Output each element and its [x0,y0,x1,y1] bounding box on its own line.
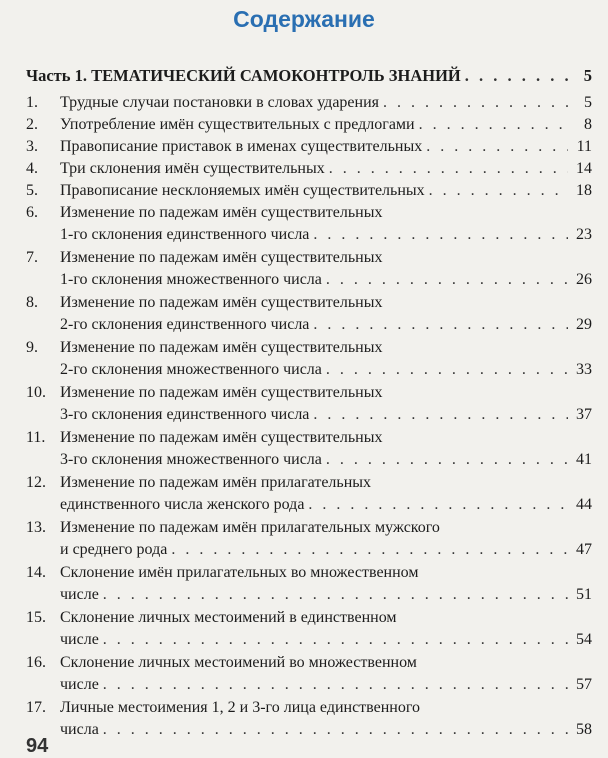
entry-title-line: числе [60,676,99,693]
entry-last-line [60,269,592,291]
entry-title-line: Склонение имён прилагательных во множественном [60,564,419,581]
entry-last-line [60,314,592,336]
entry-page: 37 [576,406,592,423]
toc-entry [26,652,592,696]
dot-leader [313,224,568,246]
entry-number: 11. [26,429,46,446]
entry-page: 58 [576,721,592,738]
entry-title-line: Изменение по падежам имён прилагательных мужского [60,519,440,536]
entry-last-line [60,114,592,136]
toc-entry [26,114,592,136]
entry-number: 6. [26,204,38,221]
entry-title-line: числа [60,721,99,738]
entry-title-line: 3-го склонения единственного числа [60,406,310,423]
entry-title-line: Изменение по падежам имён существительных [60,204,383,221]
toc-entry [26,562,592,606]
entry-page: 54 [576,631,592,648]
page-number: 94 [26,735,49,757]
part-page: 5 [583,66,592,85]
dot-leader [383,92,568,114]
entry-last-line [60,584,592,606]
entry-number: 15. [26,609,46,626]
entry-last-line [60,674,592,696]
dot-leader [419,114,568,136]
entry-last-line [60,719,592,741]
toc-entry [26,202,592,246]
entry-number: 12. [26,474,46,491]
toc-entry [26,337,592,381]
entry-last-line [60,92,592,114]
toc-entry [26,247,592,291]
entry-last-line [60,180,592,202]
entry-title-line: и среднего рода [60,541,168,558]
entry-page: 44 [576,496,592,513]
entry-last-line [60,359,592,381]
entry-title-line: Трудные случаи постановки в словах ударения [60,94,380,111]
dot-leader [103,719,568,741]
dot-leader [103,584,568,606]
dot-leader [429,180,568,202]
entry-number: 1. [26,94,38,111]
toc-entry [26,92,592,114]
dot-leader [326,359,568,381]
entry-number: 7. [26,249,38,266]
entry-last-line [60,224,592,246]
entry-page: 51 [576,586,592,603]
entry-page: 47 [576,541,592,558]
dot-leader [326,269,568,291]
entry-last-line [60,494,592,516]
entry-title-line: 1-го склонения единственного числа [60,226,310,243]
entry-title-line: 2-го склонения единственного числа [60,316,310,333]
entry-page: 57 [576,676,592,693]
entry-page: 8 [584,116,592,133]
entry-last-line [60,539,592,561]
entry-title-line: Изменение по падежам имён существительных [60,429,383,446]
dot-leader [313,314,568,336]
entry-page: 29 [576,316,592,333]
entry-page: 5 [584,94,592,111]
dot-leader [426,136,568,158]
entry-number: 10. [26,384,46,401]
entry-number: 5. [26,182,38,199]
dot-leader [308,494,568,516]
dot-leader [329,158,568,180]
toc-entry [26,158,592,180]
entry-last-line [60,158,592,180]
entry-number: 14. [26,564,46,581]
entry-number: 17. [26,699,46,716]
entry-number: 9. [26,339,38,356]
entry-title-line: Склонение личных местоимений в единственном [60,609,397,626]
entry-title-line: числе [60,586,99,603]
part-label: Часть 1. ТЕМАТИЧЕСКИЙ САМОКОНТРОЛЬ ЗНАНИЙ [26,66,461,85]
entry-last-line [60,136,592,158]
entry-title-line: Правописание несклоняемых имён существительных [60,182,425,199]
entry-title-line: Изменение по падежам имён существительных [60,249,383,266]
entry-title-line: 2-го склонения множественного числа [60,361,322,378]
entry-title-line: 1-го склонения множественного числа [60,271,322,288]
toc-list [26,92,592,742]
entry-last-line [60,404,592,426]
toc-entry [26,607,592,651]
entry-page: 33 [576,361,592,378]
entry-title-line: Склонение личных местоимений во множественном [60,654,417,671]
toc-entry [26,292,592,336]
dot-leader [465,65,568,87]
dot-leader [103,674,568,696]
entry-page: 26 [576,271,592,288]
entry-page: 14 [576,160,592,177]
toc-entry [26,517,592,561]
entry-number: 4. [26,160,38,177]
toc-entry [26,427,592,471]
entry-last-line [60,449,592,471]
entry-title-line: Правописание приставок в именах существительных [60,138,423,155]
entry-number: 16. [26,654,46,671]
entry-title-line: Изменение по падежам имён прилагательных [60,474,372,491]
entry-page: 23 [576,226,592,243]
entry-title-line: Изменение по падежам имён существительных [60,384,383,401]
entry-last-line [60,629,592,651]
toc-entry [26,136,592,158]
entry-number: 3. [26,138,38,155]
toc-entry [26,697,592,741]
entry-page: 18 [576,182,592,199]
entry-number: 2. [26,116,38,133]
entry-title-line: Изменение по падежам имён существительных [60,294,383,311]
part-heading [26,65,592,87]
dot-leader [326,449,568,471]
entry-page: 11 [576,138,592,155]
entry-title-line: единственного числа женского рода [60,496,305,513]
entry-title-line: Употребление имён существительных с предлогами [60,116,415,133]
entry-title-line: Личные местоимения 1, 2 и 3-го лица единственного [60,699,421,716]
toc-entry [26,180,592,202]
entry-title-line: 3-го склонения множественного числа [60,451,322,468]
entry-title-line: числе [60,631,99,648]
dot-leader [103,629,568,651]
toc-entry [26,472,592,516]
entry-number: 8. [26,294,38,311]
dot-leader [313,404,568,426]
dot-leader [171,539,568,561]
entry-page: 41 [576,451,592,468]
entry-title-line: Изменение по падежам имён существительных [60,339,383,356]
toc-entry [26,382,592,426]
page-title: Содержание [233,6,375,32]
entry-title-line: Три склонения имён существительных [60,160,325,177]
entry-number: 13. [26,519,46,536]
